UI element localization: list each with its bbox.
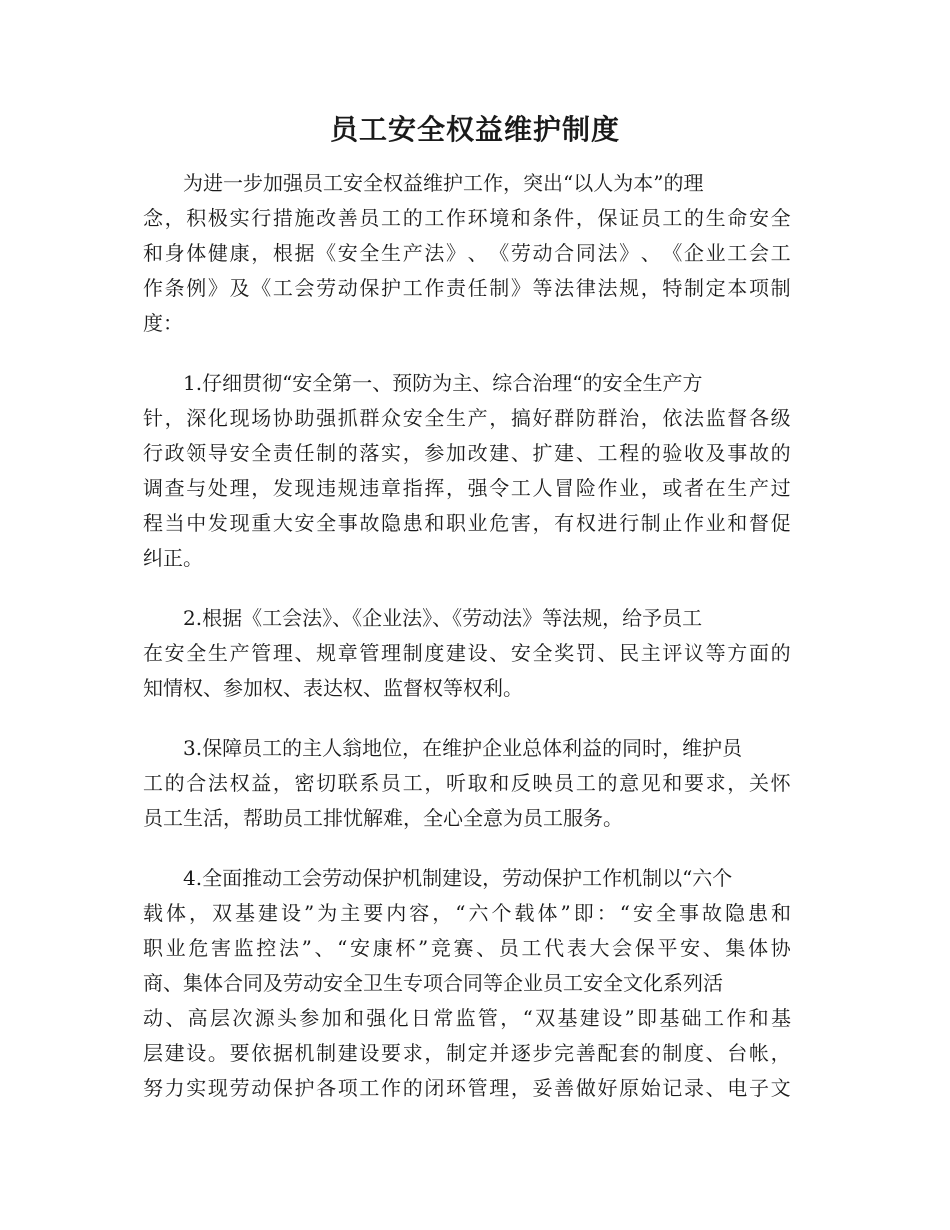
body-line: 层 建 设 。 要 依 据 机 制 建 设 要 求 ， 制 定 并 逐 步 完 善 配 套 的 制 度 、 台 帐 ， bbox=[143, 1041, 791, 1065]
body-line: 工 的 合 法 权 益 ， 密 切 联 系 员 工 ， 听 取 和 反 映 员 工 的 意 见 和 要 求 ， 关 怀 bbox=[143, 771, 791, 795]
body-line: 2.根据《工会法》、《企业法》、《劳动法》等法规，给予员工 bbox=[183, 606, 703, 630]
body-line: 行 政 领 导 安 全 责 任 制 的 落 实 ， 参 加 改 建 、 扩 建 、 工 程 的 验 收 及 事 故 的 bbox=[143, 441, 791, 465]
body-line: 知情权、参加权、表达权、监督权等权利。 bbox=[143, 676, 523, 700]
body-line: 念 ， 积 极 实 行 措 施 改 善 员 工 的 工 作 环 境 和 条 件 ， 保 证 员 工 的 生 命 安 全 bbox=[143, 206, 791, 230]
body-line: 载 体 ， 双 基 建 设 ” 为 主 要 内 容 ， “ 六 个 载 体 ” 即 ： “ 安 全 事 故 隐 患 和 bbox=[143, 901, 791, 925]
body-line: 1.仔细贯彻“安全第一、预防为主、综合治理“的安全生产方 bbox=[183, 371, 703, 395]
body-line: 4.全面推动工会劳动保护机制建设，劳动保护工作机制以“六个 bbox=[183, 866, 733, 890]
body-line: 程 当 中 发 现 重 大 安 全 事 故 隐 患 和 职 业 危 害 ， 有 权 进 行 制 止 作 业 和 督 促 bbox=[143, 511, 791, 535]
body-line: 和 身 体 健 康 ， 根 据 《 安 全 生 产 法 》 、 《 劳 动 合 同 法 》 、 《 企 业 工 会 工 bbox=[143, 241, 791, 265]
body-line: 在 安 全 生 产 管 理 、 规 章 管 理 制 度 建 设 、 安 全 奖 罚 、 民 主 评 议 等 方 面 的 bbox=[143, 641, 791, 665]
body-line: 纠正。 bbox=[143, 546, 203, 570]
body-line: 度： bbox=[143, 311, 183, 335]
body-line: 职 业 危 害 监 控 法 ” 、 “ 安 康 杯 ” 竞 赛 、 员 工 代 表 大 会 保 平 安 、 集 体 协 bbox=[143, 936, 791, 960]
body-line: 调 查 与 处 理 ， 发 现 违 规 违 章 指 挥 ， 强 令 工 人 冒 险 作 业 ， 或 者 在 生 产 过 bbox=[143, 476, 791, 500]
document-title: 员工安全权益维护制度 bbox=[329, 113, 620, 146]
body-line: 员工生活，帮助员工排忧解难，全心全意为员工服务。 bbox=[143, 806, 623, 830]
body-line: 努 力 实 现 劳 动 保 护 各 项 工 作 的 闭 环 管 理 ， 妥 善 做 好 原 始 记 录 、 电 子 文 bbox=[143, 1076, 791, 1100]
body-line: 3.保障员工的主人翁地位，在维护企业总体利益的同时，维护员 bbox=[183, 736, 743, 760]
body-line: 针 ， 深 化 现 场 协 助 强 抓 群 众 安 全 生 产 ， 搞 好 群 防 群 治 ， 依 法 监 督 各 级 bbox=[143, 406, 791, 430]
body-line: 动 、 高 层 次 源 头 参 加 和 强 化 日 常 监 管 ， “ 双 基 建 设 ” 即 基 础 工 作 和 基 bbox=[143, 1006, 791, 1030]
body-line: 商、集体合同及劳动安全卫生专项合同等企业员工安全文化系列活 bbox=[143, 971, 723, 995]
body-line: 作 条 例 》 及 《 工 会 劳 动 保 护 工 作 责 任 制 》 等 法 律 法 规 ， 特 制 定 本 项 制 bbox=[143, 276, 791, 300]
body-line: 为进一步加强员工安全权益维护工作，突出“以人为本”的理 bbox=[183, 171, 704, 195]
